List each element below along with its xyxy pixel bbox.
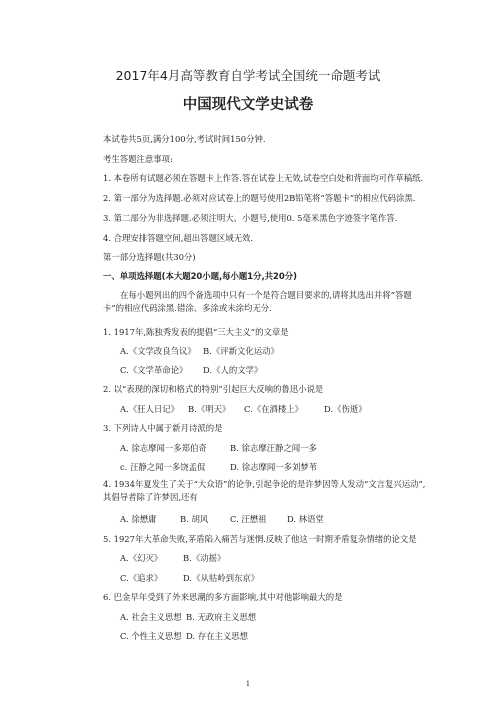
question-stem: 6. 巴金早年受到了外来思潮的多方面影响,其中对他影响最大的是 [103, 592, 343, 602]
section-heading: 一、单项选择题(本大题20小题,每小题1分,共20分) [103, 271, 297, 281]
question-stem: 5. 1927年大革命失败,茅盾陷入痛苦与迷惘.反映了他这一时期矛盾复杂情绪的论文是 [103, 534, 417, 544]
paper-info: 本试卷共5页,满分100分,考试时间150分钟. [103, 134, 266, 144]
question-option: c. 汪静之闻一多饶孟侃 [120, 462, 206, 472]
question-option: A.《幻灭》 [120, 553, 163, 563]
question-option: D. 徐志摩闻一多刘梦苇 [230, 462, 318, 472]
question-option: B.《评新文化运动》 [203, 346, 279, 356]
question-stem: 1. 1917年,陈独秀发表的提倡“三大主义”的文章是 [103, 327, 289, 337]
section-instruction: 在每小题列出的四个备选项中只有一个是符合题目要求的,请将其选出并将“答题卡”的相应代码涂黑.错涂、多涂或未涂均无分. [103, 290, 412, 313]
question-option: A.《狂人日记》 [120, 404, 179, 414]
question-option: B.《动摇》 [183, 553, 226, 563]
question-option: D.《人的文学》 [203, 365, 263, 375]
question-option: B. 胡风 [180, 514, 209, 524]
part-heading: 第一部分选择题(共30分) [103, 252, 196, 262]
question-option: A. 社会主义思想 [120, 612, 182, 622]
question-stem: 3. 下列诗人中属于新月诗派的是 [103, 423, 223, 433]
question-option: C. 汪懋祖 [230, 514, 267, 524]
question-option: B. 无政府主义思想 [186, 612, 257, 622]
question-stem: 2. 以“表现的深切和格式的特别”引起巨大反响的鲁迅小说是 [103, 384, 324, 394]
question-option: C. 个性主义思想 [120, 631, 182, 641]
note-item: 1. 本卷所有试题必须在答题卡上作答.答在试卷上无效,试卷空白处和背面均可作草稿纸. [103, 173, 424, 183]
question-option: C.《追求》 [120, 573, 163, 583]
question-option: B.《明天》 [188, 404, 231, 414]
question-option: D.《从牯岭到东京》 [183, 573, 260, 583]
question-option: D. 林语堂 [287, 514, 324, 524]
question-stem: 4. 1934年夏发生了关于“大众语”的论争,引起争论的是许梦因等人发动“文言复兴运动”,其倡导者除了许梦因,还有 [103, 479, 426, 502]
note-item: 2. 第一部分为选择题.必须对应试卷上的题号使用2B铅笔将“答题卡”的相应代码涂黑. [103, 193, 416, 203]
question-option: A.《文学改良刍议》 [120, 346, 196, 356]
exam-title: 2017年4月高等教育自学考试全国统一命题考试 [115, 68, 381, 83]
note-item: 3. 第二部分为非选择题.必须注明大、小题号,使用0. 5毫米黑色字迹签字笔作答. [103, 213, 398, 223]
question-option: A. 徐懋庸 [120, 514, 157, 524]
question-option: C.《在酒楼上》 [244, 404, 304, 414]
question-option: D. 存在主义思想 [186, 631, 248, 641]
question-option: C.《文学革命论》 [120, 365, 188, 375]
page-number: 1 [245, 680, 251, 688]
paper-title: 中国现代文学史试卷 [182, 97, 314, 113]
note-item: 4. 合理安排答题空间,超出答题区域无效. [103, 233, 253, 243]
question-option: A. 徐志摩闻一多郑伯奇 [120, 443, 207, 453]
question-option: B. 徐志摩汪静之闻一多 [230, 443, 317, 453]
notes-heading: 考生答题注意事项: [103, 154, 173, 164]
question-option: D.《伤逝》 [324, 404, 367, 414]
